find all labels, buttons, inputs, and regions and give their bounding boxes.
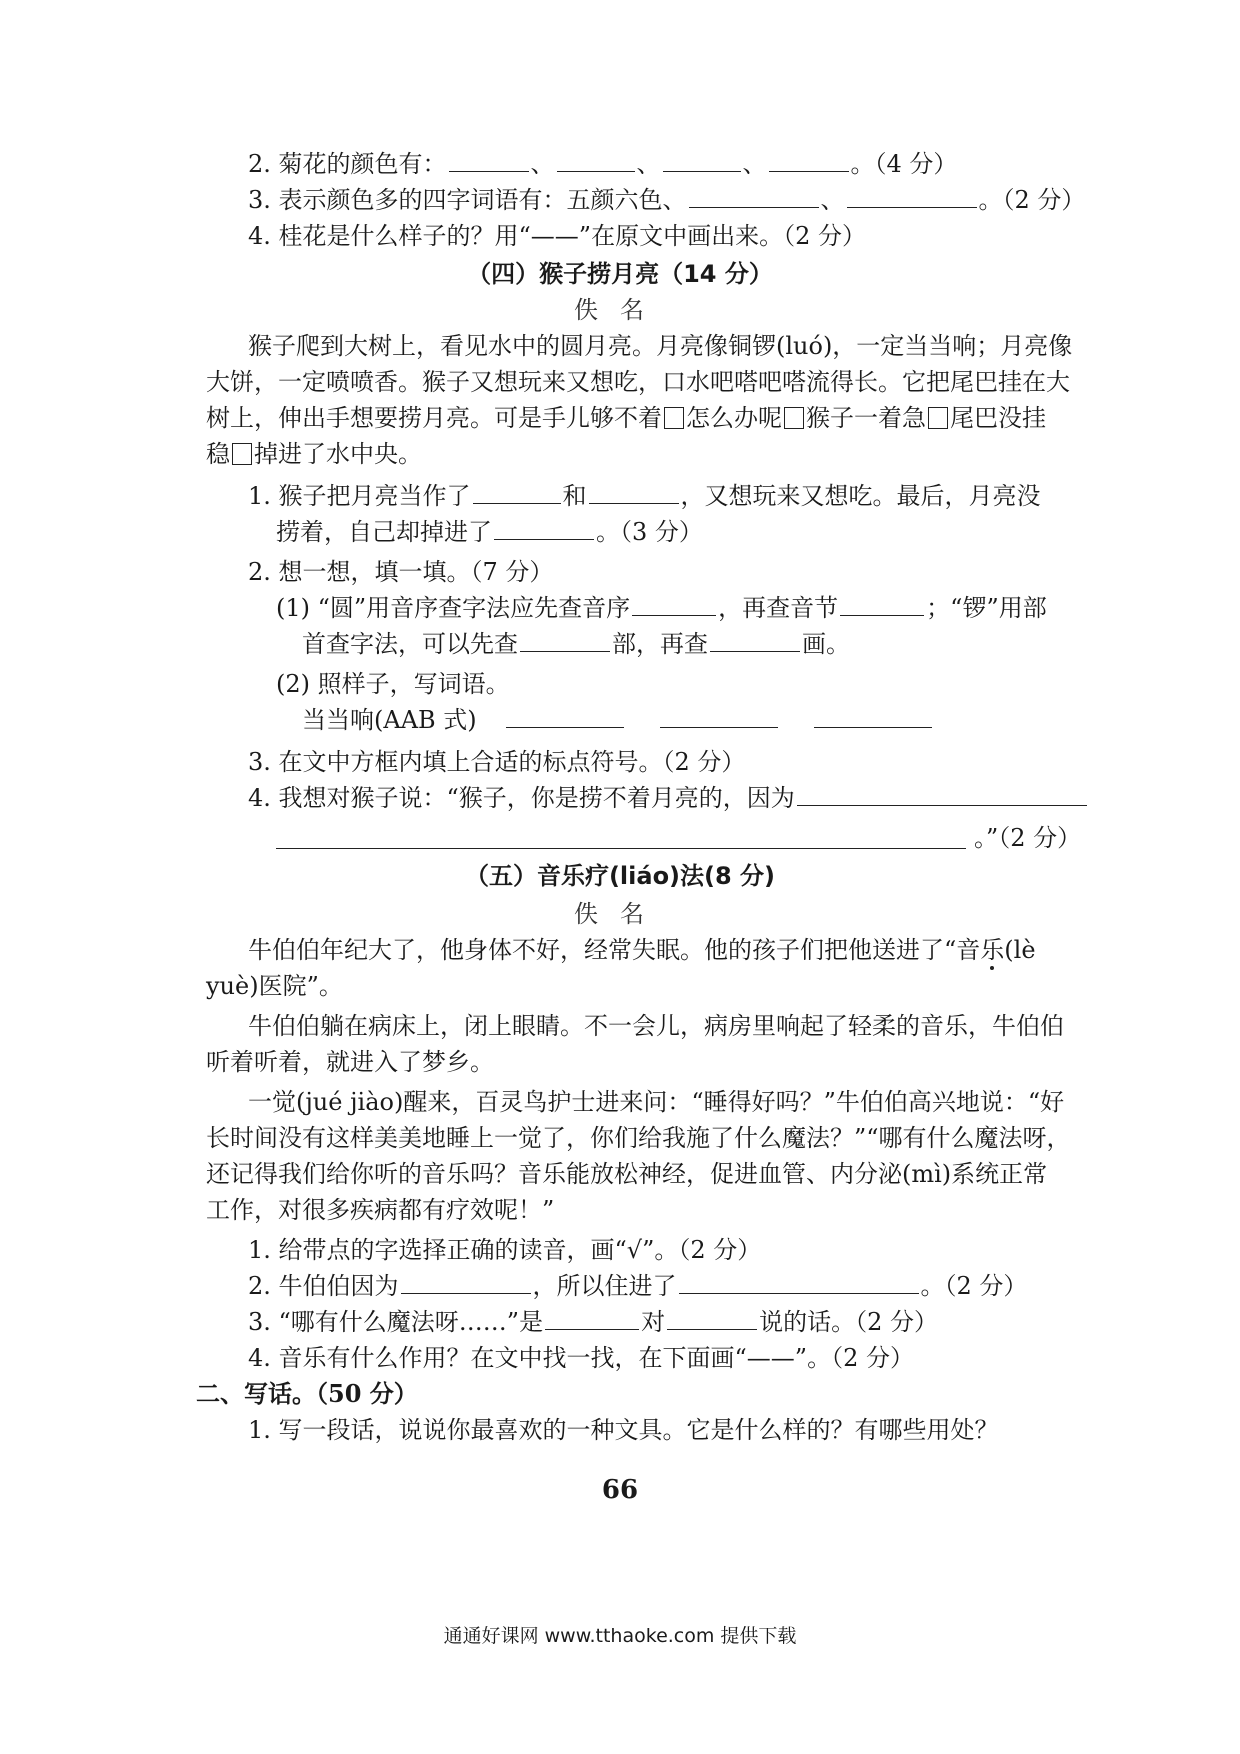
section-5-author: 佚名 — [574, 900, 666, 928]
question-text: 画。 — [802, 630, 850, 658]
question-text: 捞着，自己却掉进了 — [276, 518, 492, 546]
punctuation-box[interactable] — [784, 407, 804, 429]
separator: 、 — [530, 150, 555, 178]
passage-text: 牛伯伯年纪大了，他身体不好，经常失眠。他的孩子们把他送进了“音 — [248, 936, 981, 964]
passage-5-line-5: 一觉(jué jiào)醒来，百灵鸟护士进来问：“睡得好吗？”牛伯伯高兴地说：“好 — [248, 1088, 1065, 1116]
score-text: 。（3 分） — [596, 518, 703, 546]
question-text: 对 — [641, 1308, 666, 1336]
answer-blank[interactable] — [710, 629, 800, 652]
section-4-title: （四）猴子捞月亮（14 分） — [467, 260, 773, 288]
score-text: 。（4 分） — [850, 150, 958, 178]
passage-5-line-2: yuè)医院”。 — [206, 972, 343, 1000]
question-4-4 — [248, 782, 1089, 814]
answer-blank[interactable] — [632, 593, 716, 616]
question-4-2-1-cont — [302, 628, 850, 660]
question-label: 3. 表示颜色多的四字词语有：五颜六色、 — [248, 186, 687, 214]
pinyin-option: (lè — [1004, 936, 1036, 964]
answer-blank[interactable] — [667, 1307, 757, 1330]
separator: 、 — [742, 150, 767, 178]
answer-blank[interactable] — [660, 705, 778, 728]
part-2-question-1: 1. 写一段话，说说你最喜欢的一种文具。它是什么样的？有哪些用处？ — [248, 1416, 999, 1444]
question-3-2 — [248, 148, 957, 180]
passage-4-line-2: 大饼，一定喷喷香。猴子又想玩来又想吃，口水吧嗒吧嗒流得长。它把尾巴挂在大 — [206, 368, 1070, 396]
passage-5-line-4: 听着听着，就进入了梦乡。 — [206, 1048, 494, 1076]
dotted-character: 乐 — [980, 936, 1005, 964]
question-text: 首查字法，可以先查 — [302, 630, 518, 658]
question-text: 部，再查 — [612, 630, 708, 658]
question-4-4-tail: 。”（2 分） — [974, 824, 1082, 852]
answer-blank[interactable] — [557, 149, 635, 172]
part-2-heading: 二、写话。（50 分） — [196, 1379, 418, 1408]
passage-4-line-3 — [206, 402, 1046, 434]
question-5-1: 1. 给带点的字选择正确的读音，画“√”。（2 分） — [248, 1236, 762, 1264]
question-text: ，所以住进了 — [532, 1272, 677, 1300]
answer-blank[interactable] — [589, 481, 679, 504]
answer-blank[interactable] — [494, 517, 594, 540]
section-4-author: 佚名 — [574, 296, 666, 324]
answer-blank[interactable] — [663, 149, 741, 172]
answer-blank[interactable] — [814, 705, 932, 728]
passage-text: 猴子一着急 — [806, 404, 926, 432]
question-5-3 — [248, 1306, 938, 1338]
example-word: 当当响(AAB 式) — [302, 706, 477, 734]
question-text: 3. “哪有什么魔法呀……”是 — [248, 1308, 544, 1336]
question-4-3: 3. 在文中方框内填上合适的标点符号。（2 分） — [248, 748, 746, 776]
section-5-title: （五）音乐疗(liáo)法(8 分) — [464, 862, 776, 890]
footer-credit: 通通好课网 www.tthaoke.com 提供下载 — [443, 1625, 797, 1647]
passage-4-line-4 — [206, 438, 422, 470]
answer-blank[interactable] — [449, 149, 529, 172]
punctuation-box[interactable] — [928, 407, 948, 429]
question-4-1-cont — [276, 516, 703, 548]
question-text: (1) “圆”用音序查字法应先查音序 — [276, 594, 631, 622]
question-4-2-1 — [276, 592, 1047, 624]
passage-5-line-6: 长时间没有这样美美地睡上一觉了，你们给我施了什么魔法？”“哪有什么魔法呀， — [206, 1124, 1071, 1152]
passage-5-line-7: 还记得我们给你听的音乐吗？音乐能放松神经，促进血管、内分泌(mì)系统正常 — [206, 1160, 1048, 1188]
answer-blank[interactable] — [797, 783, 1087, 806]
separator: 、 — [820, 186, 845, 214]
passage-5-line-3: 牛伯伯躺在病床上，闭上眼睛。不一会儿，病房里响起了轻柔的音乐，牛伯伯 — [248, 1012, 1064, 1040]
answer-blank[interactable] — [679, 1271, 919, 1294]
passage-4-line-1: 猴子爬到大树上，看见水中的圆月亮。月亮像铜锣(luó)，一定当当响；月亮像 — [248, 332, 1073, 360]
question-text: ，又想玩来又想吃。最后，月亮没 — [680, 482, 1041, 510]
question-3-3 — [248, 184, 1085, 216]
punctuation-box[interactable] — [232, 443, 252, 465]
question-text: ；“锣”用部 — [926, 594, 1047, 622]
passage-text: 掉进了水中央。 — [254, 440, 422, 468]
question-4-2: 2. 想一想，填一填。（7 分） — [248, 558, 554, 586]
question-5-2 — [248, 1270, 1027, 1302]
answer-blank[interactable] — [769, 149, 849, 172]
answer-blank[interactable] — [506, 705, 624, 728]
answer-blank[interactable] — [401, 1271, 531, 1294]
page-number: 66 — [601, 1475, 639, 1505]
question-5-4: 4. 音乐有什么作用？在文中找一找，在下面画“——”。（2 分） — [248, 1344, 914, 1372]
question-4-1 — [248, 480, 1041, 512]
question-3-4: 4. 桂花是什么样子的？用“——”在原文中画出来。（2 分） — [248, 222, 866, 250]
passage-5-line-1 — [248, 934, 1036, 966]
separator: 、 — [636, 150, 661, 178]
score-text: 。（2 分） — [978, 186, 1086, 214]
answer-blank[interactable] — [520, 629, 610, 652]
passage-text: 怎么办呢 — [686, 404, 782, 432]
question-4-2-2: (2) 照样子，写词语。 — [276, 670, 510, 698]
passage-5-line-8: 工作，对很多疾病都有疗效呢！” — [206, 1196, 555, 1224]
passage-text: 树上，伸出手想要捞月亮。可是手儿够不着 — [206, 404, 662, 432]
answer-blank[interactable] — [840, 593, 924, 616]
question-label: 1. 猴子把月亮当作了 — [248, 482, 471, 510]
question-text: 2. 牛伯伯因为 — [248, 1272, 399, 1300]
question-label: 2. 菊花的颜色有： — [248, 150, 447, 178]
score-text: 说的话。（2 分） — [759, 1308, 938, 1336]
answer-blank[interactable] — [545, 1307, 639, 1330]
question-text: 4. 我想对猴子说：“猴子，你是捞不着月亮的，因为 — [248, 784, 795, 812]
question-text: 和 — [562, 482, 587, 510]
question-text: ，再查音节 — [718, 594, 839, 622]
answer-blank[interactable] — [689, 185, 819, 208]
score-text: 。（2 分） — [920, 1272, 1028, 1300]
answer-line[interactable] — [276, 848, 966, 849]
passage-text: 稳 — [206, 440, 230, 468]
punctuation-box[interactable] — [664, 407, 684, 429]
passage-text: 尾巴没挂 — [950, 404, 1046, 432]
answer-blank[interactable] — [473, 481, 561, 504]
question-4-2-2-example — [302, 704, 934, 736]
answer-blank[interactable] — [847, 185, 977, 208]
